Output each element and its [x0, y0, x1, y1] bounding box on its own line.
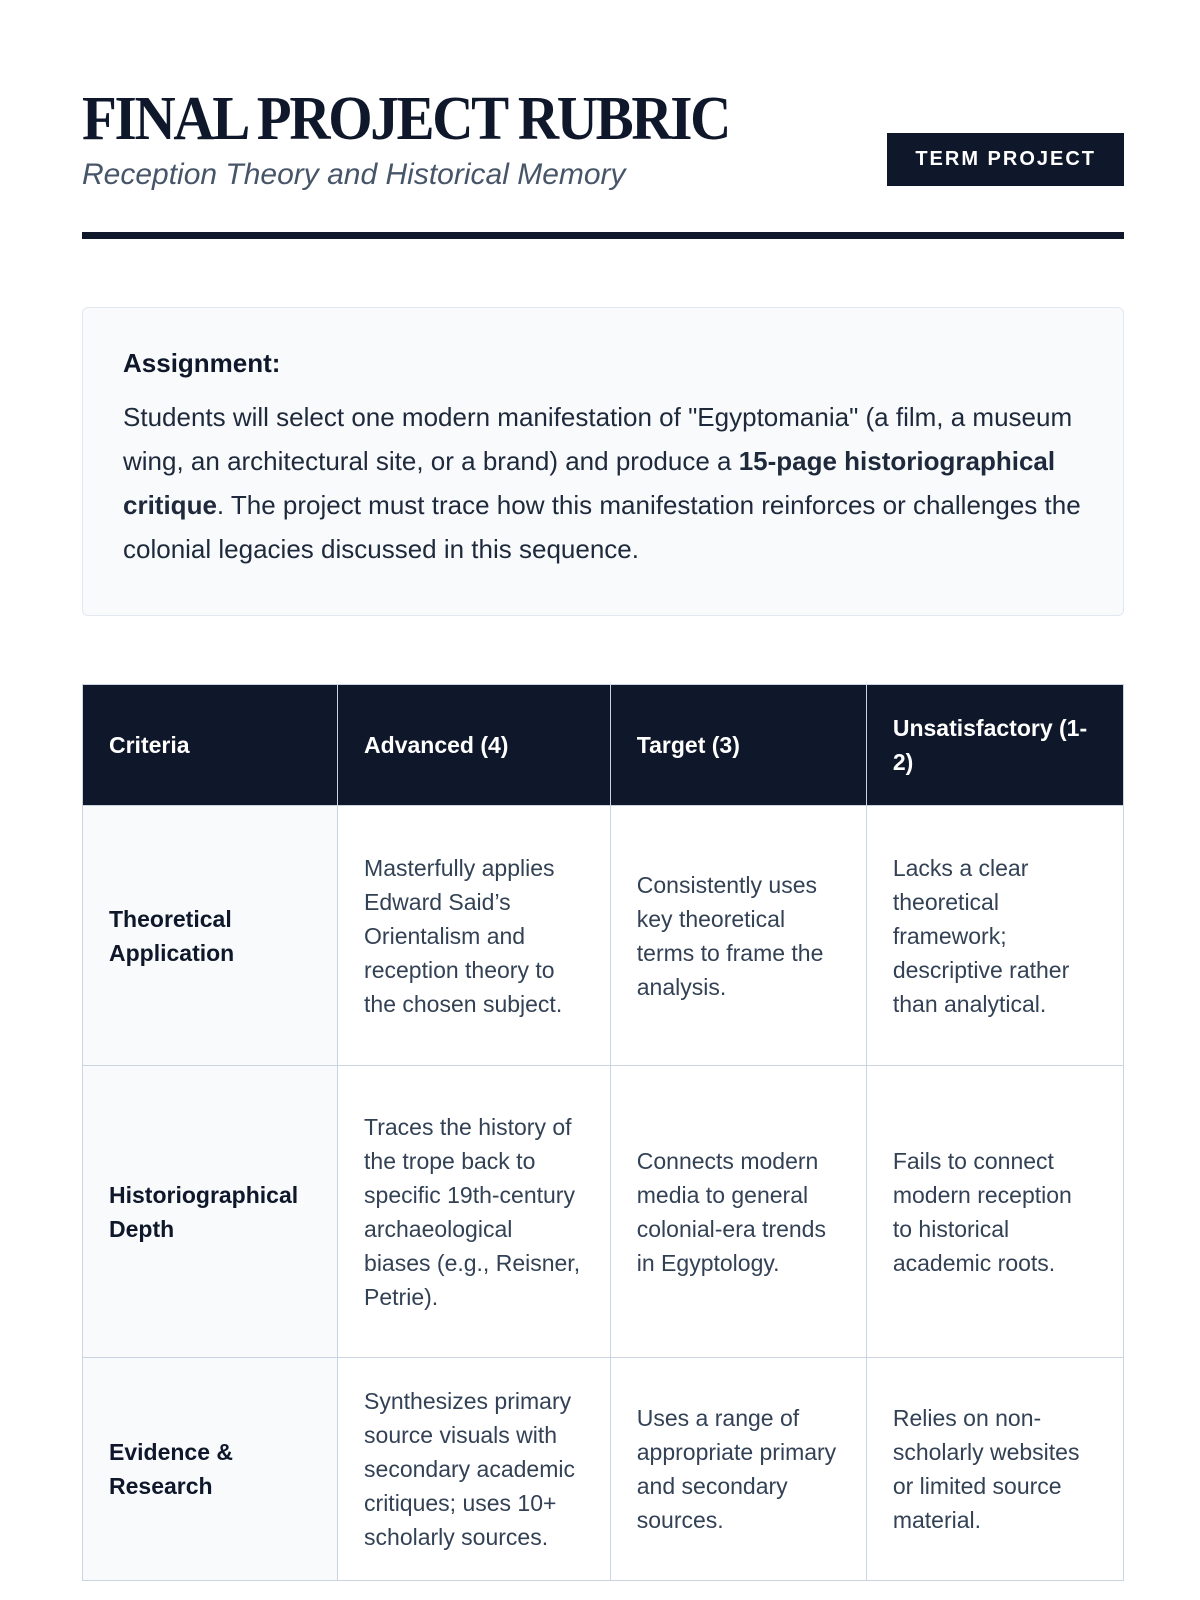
table-row — [83, 1066, 1124, 1358]
table-row — [83, 1358, 1124, 1581]
assignment-text-part: . The project must trace how this manifestation reinforces or challenges the colonial legacies discussed in this sequence. — [123, 490, 1081, 564]
unsatisfactory-cell: Relies on non-scholarly websites or limited source material. — [866, 1358, 1123, 1581]
header-advanced: Advanced (4) — [338, 685, 611, 806]
target-cell: Connects modern media to general colonial-era trends in Egyptology. — [610, 1066, 866, 1358]
header-unsatisfactory: Unsatisfactory (1-2) — [866, 685, 1123, 806]
assignment-text-bold: 15-page historiographical critique — [123, 446, 1056, 520]
advanced-cell: Synthesizes primary source visuals with secondary academic critiques; uses 10+ scholarly sources. — [338, 1358, 611, 1581]
target-cell: Consistently uses key theoretical terms to frame the analysis. — [610, 806, 866, 1066]
table-row — [83, 806, 1124, 1066]
unsatisfactory-cell: Fails to connect modern reception to historical academic roots. — [866, 1066, 1123, 1358]
criteria-cell: Theoretical Application — [83, 806, 338, 1066]
target-cell: Uses a range of appropriate primary and secondary sources. — [610, 1358, 866, 1581]
header-target: Target (3) — [610, 685, 866, 806]
advanced-cell: Traces the history of the trope back to specific 19th-century archaeological biases (e.g., Reisner, Petrie). — [338, 1066, 611, 1358]
page-subtitle: Reception Theory and Historical Memory — [82, 158, 626, 191]
assignment-label: Assignment: — [123, 348, 281, 378]
assignment-text — [123, 395, 1083, 571]
criteria-cell: Historiographical Depth — [83, 1066, 338, 1358]
page-title: FINAL PROJECT RUBRIC — [82, 85, 730, 153]
advanced-cell: Masterfully applies Edward Said’s Orientalism and reception theory to the chosen subject. — [338, 806, 611, 1066]
rubric-table — [82, 684, 1124, 1581]
term-project-badge: TERM PROJECT — [887, 133, 1124, 186]
header-criteria: Criteria — [83, 685, 338, 806]
criteria-cell: Evidence & Research — [83, 1358, 338, 1581]
assignment-box — [82, 307, 1124, 616]
page-header — [82, 85, 1124, 239]
assignment-text-part: Students will select one modern manifestation of "Egyptomania" (a film, a museum wing, an architectural site, or a brand) and produce a — [123, 402, 1073, 476]
unsatisfactory-cell: Lacks a clear theoretical framework; descriptive rather than analytical. — [866, 806, 1123, 1066]
table-header-row — [83, 685, 1124, 806]
